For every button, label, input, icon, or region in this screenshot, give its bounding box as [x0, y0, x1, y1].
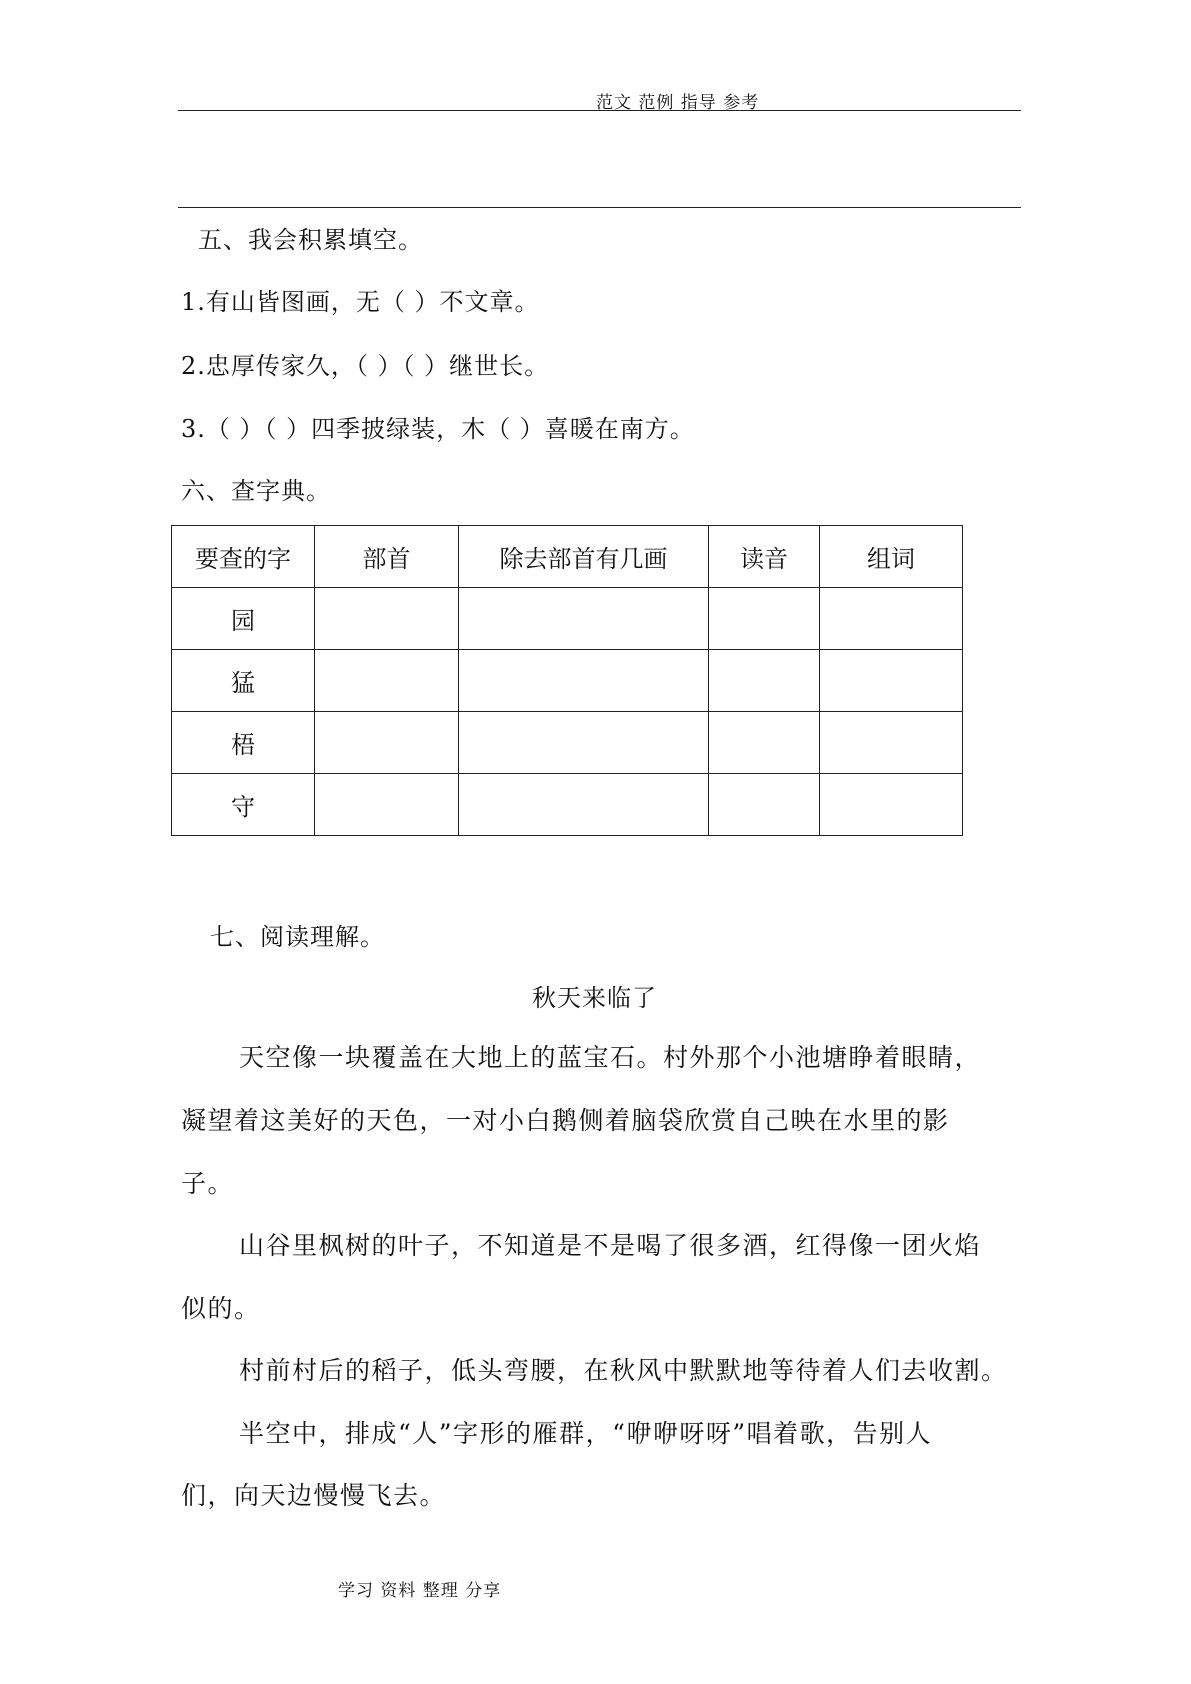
- page-header: 范文 范例 指导 参考: [596, 93, 760, 113]
- paragraph-line: 天空像一块覆盖在大地上的蓝宝石。村外那个小池塘睁着眼睛，: [239, 1043, 982, 1072]
- table-cell-blank: [820, 650, 963, 712]
- table-header-cell: 除去部首有几画: [459, 526, 709, 588]
- table-cell-blank: [709, 712, 820, 774]
- paragraph-line: 半空中，排成“人”字形的雁群，“咿咿呀呀”唱着歌，告别人: [239, 1419, 933, 1448]
- section-rule: [178, 207, 1021, 208]
- table-cell-blank: [820, 712, 963, 774]
- table-header-cell: 部首: [315, 526, 459, 588]
- paragraph-line: 似的。: [181, 1294, 261, 1323]
- section5-item-2: 2.忠厚传家久，（ ）（ ）继世长。: [181, 352, 550, 380]
- article-title: 秋天来临了: [532, 984, 657, 1012]
- table-cell-blank: [709, 774, 820, 836]
- section6-title: 六、查字典。: [181, 477, 331, 505]
- table-header-cell: 要查的字: [172, 526, 315, 588]
- table-cell-blank: [820, 774, 963, 836]
- table-cell-blank: [820, 588, 963, 650]
- paragraph-line: 们，向天边慢慢飞去。: [181, 1481, 447, 1510]
- section5-item-1: 1.有山皆图画，无（ ）不文章。: [181, 288, 540, 316]
- table-cell-blank: [459, 712, 709, 774]
- section7-title: 七、阅读理解。: [210, 923, 385, 951]
- dictionary-table: [171, 525, 963, 836]
- table-cell-char: 猛: [172, 650, 315, 712]
- table-row: [172, 650, 963, 712]
- paragraph-line: 凝望着这美好的天色，一对小白鹅侧着脑袋欣赏自己映在水里的影: [181, 1106, 950, 1135]
- table-cell-blank: [315, 588, 459, 650]
- table-header-row: [172, 526, 963, 588]
- section5-item-3: 3.（ ）（ ）四季披绿装，木（ ）喜暖在南方。: [181, 415, 695, 443]
- section5-title: 五、我会积累填空。: [198, 226, 423, 254]
- table-header-cell: 读音: [709, 526, 820, 588]
- table-cell-blank: [709, 588, 820, 650]
- table-row: [172, 774, 963, 836]
- paragraph-line: 山谷里枫树的叶子，不知道是不是喝了很多酒，红得像一团火焰: [239, 1231, 982, 1260]
- table-cell-blank: [459, 774, 709, 836]
- header-rule: [178, 110, 1021, 111]
- table-cell-char: 守: [172, 774, 315, 836]
- table-cell-char: 梧: [172, 712, 315, 774]
- paragraph-line: 村前村后的稻子，低头弯腰，在秋风中默默地等待着人们去收割。: [239, 1356, 1008, 1385]
- table-cell-blank: [315, 712, 459, 774]
- paragraph-line: 子。: [181, 1169, 235, 1198]
- page-footer: 学习 资料 整理 分享: [338, 1581, 502, 1601]
- table-cell-blank: [459, 588, 709, 650]
- table-row: [172, 712, 963, 774]
- table-cell-blank: [315, 650, 459, 712]
- table-row: [172, 588, 963, 650]
- table-cell-blank: [459, 650, 709, 712]
- table-cell-char: 园: [172, 588, 315, 650]
- table-header-cell: 组词: [820, 526, 963, 588]
- table-cell-blank: [709, 650, 820, 712]
- table-cell-blank: [315, 774, 459, 836]
